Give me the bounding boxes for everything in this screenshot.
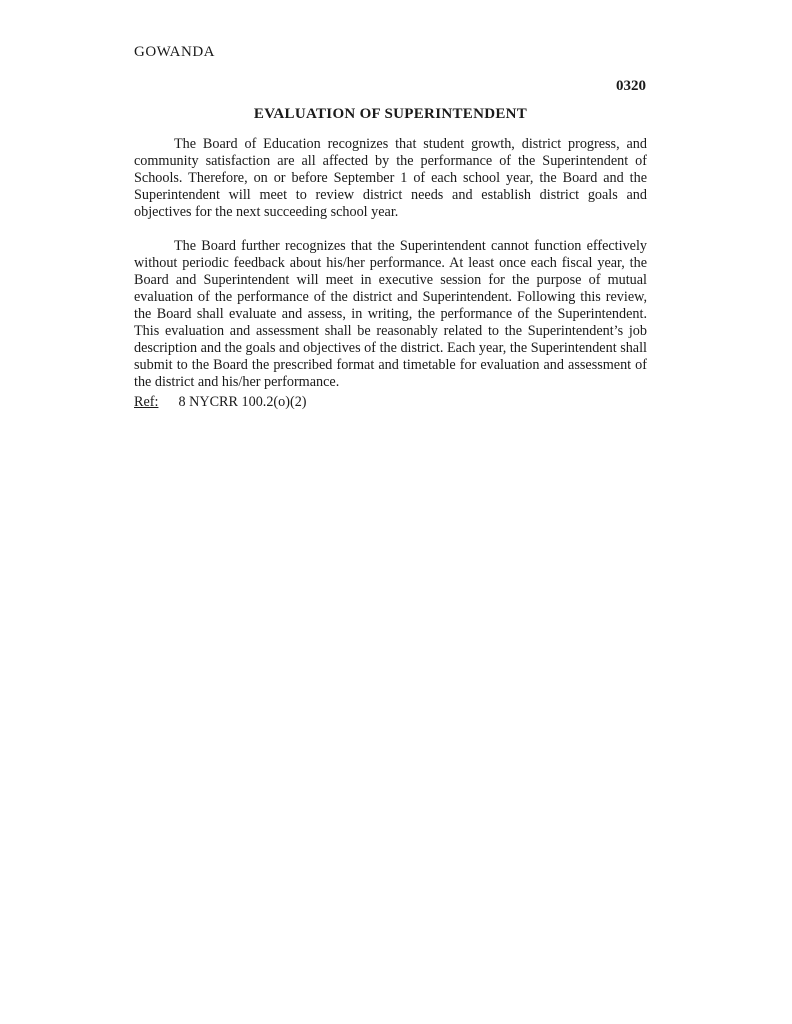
paragraph-2: The Board further recognizes that the Superintendent cannot function effectively without periodic feedback about his/her performance. At least once each fiscal year, the Board and Superintendent will meet in executive session for the purpose of mutual evaluation of the performance of the district and Superintendent. Following this review, the Board shall evaluate and assess, in writing, the performance of the Superintendent. This evaluation and assessment shall be reasonably related to the Superintendent’s job description and the goals and objectives of the district. Each year, the Superintendent shall submit to the Board the prescribed format and timetable for evaluation and assessment of the district and his/her performance.	[134, 238, 647, 390]
policy-title: EVALUATION OF SUPERINTENDENT	[253, 106, 528, 122]
policy-number: 0320	[616, 78, 646, 94]
policy-body	[134, 136, 647, 408]
legal-reference	[134, 394, 307, 411]
reference-label: Ref:	[134, 394, 159, 410]
district-name: GOWANDA	[134, 44, 215, 60]
reference-value: 8 NYCRR 100.2(o)(2)	[178, 394, 307, 410]
paragraph-1: The Board of Education recognizes that student growth, district progress, and community satisfaction are all affected by the performance of the Superintendent of Schools. Therefore, on or before September 1 of each school year, the Board and the Superintendent will meet to review district needs and establish district goals and objectives for the next succeeding school year.	[134, 136, 647, 220]
